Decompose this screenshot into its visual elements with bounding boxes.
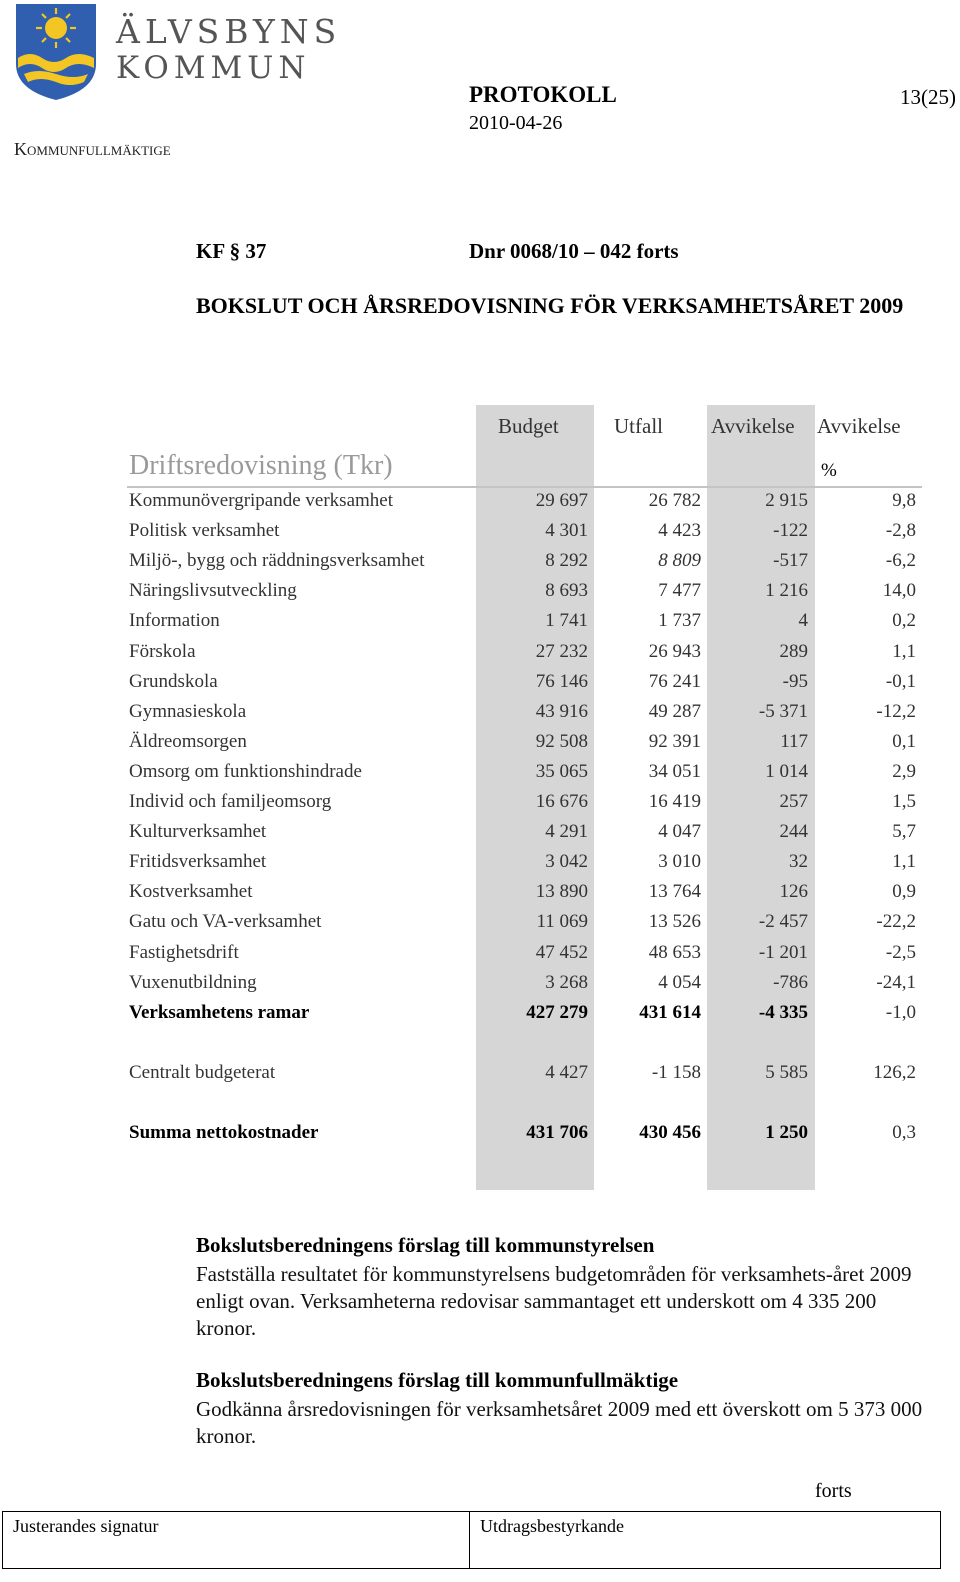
deviation-pct-cell: 14,0 (882, 580, 916, 602)
row-label: Information (129, 610, 220, 632)
budget-cell: 4 291 (545, 821, 588, 843)
budget-cell: 8 292 (545, 550, 588, 572)
budget-cell: 13 890 (535, 881, 588, 903)
table-row (0, 610, 960, 640)
col-header-budget: Budget (498, 414, 559, 438)
deviation-pct-cell: -0,1 (885, 670, 916, 692)
outcome-cell: 26 782 (648, 490, 701, 511)
deviation-cell: -517 (773, 550, 808, 572)
deviation-pct-cell: -2,8 (885, 520, 916, 542)
table-header-rule (127, 486, 922, 488)
outcome-cell: 34 051 (648, 760, 701, 782)
table-row (0, 671, 960, 701)
document-type: PROTOKOLL (469, 82, 617, 107)
deviation-cell: -5 371 (758, 700, 808, 722)
org-name-line2: KOMMUN (116, 50, 311, 86)
budget-cell: 43 916 (535, 700, 588, 722)
table-row (0, 580, 960, 610)
budget-cell: 431 706 (526, 1122, 588, 1143)
table-row (0, 761, 960, 791)
paragraph-number: KF § 37 (196, 239, 267, 263)
row-label: Omsorg om funktionshindrade (129, 760, 362, 782)
deviation-cell: -4 335 (758, 1001, 808, 1023)
row-label: Summa nettokostnader (129, 1122, 319, 1143)
deviation-pct-cell: 0,1 (892, 730, 916, 752)
budget-cell: 76 146 (535, 670, 588, 692)
budget-cell: 27 232 (535, 640, 588, 662)
outcome-cell: 8 809 (658, 550, 701, 572)
deviation-pct-cell: -1,0 (885, 1001, 916, 1023)
row-label: Vuxenutbildning (129, 971, 257, 993)
table-row (0, 881, 960, 911)
deviation-cell: 1 014 (765, 760, 808, 782)
row-label: Fastighetsdrift (129, 941, 239, 963)
case-number: Dnr 0068/10 – 042 forts (469, 239, 679, 263)
row-label: Kostverksamhet (129, 881, 253, 903)
org-name-line1: ÄLVSBYNS (116, 12, 342, 51)
certification-box (469, 1511, 941, 1569)
budget-cell: 47 452 (535, 941, 588, 963)
deviation-cell: -1 201 (758, 941, 808, 963)
deviation-pct-cell: -12,2 (876, 700, 916, 722)
deviation-pct-cell: 1,5 (892, 791, 916, 812)
deviation-cell: 1 216 (765, 580, 808, 602)
deviation-pct-cell: 0,9 (892, 881, 916, 903)
row-label: Gymnasieskola (129, 700, 247, 722)
certification-label: Utdragsbestyrkande (480, 1516, 624, 1536)
table-row (0, 520, 960, 550)
deviation-pct-cell: 1,1 (892, 640, 916, 662)
table-row (0, 851, 960, 881)
budget-cell: 4 427 (545, 1062, 588, 1083)
department-name: Kommunfullmäktige (14, 139, 171, 159)
outcome-cell: 3 010 (658, 851, 701, 873)
budget-cell: 8 693 (545, 580, 588, 602)
deviation-pct-cell: -2,5 (885, 941, 916, 963)
budget-cell: 427 279 (526, 1001, 588, 1023)
deviation-cell: 117 (780, 730, 808, 752)
row-label: Äldreomsorgen (129, 730, 247, 752)
table-row (0, 791, 960, 821)
deviation-cell: 257 (779, 791, 808, 812)
budget-cell: 92 508 (535, 730, 588, 752)
budget-cell: 4 301 (545, 520, 588, 542)
municipality-logo (14, 2, 98, 102)
deviation-pct-cell: 9,8 (892, 490, 916, 511)
row-label: Förskola (129, 640, 196, 662)
budget-cell: 35 065 (535, 760, 588, 782)
col-header-deviation: Avvikelse (711, 414, 795, 438)
deviation-cell: 244 (779, 821, 808, 843)
deviation-cell: -122 (773, 520, 808, 542)
outcome-cell: 4 054 (658, 971, 701, 993)
row-label: Miljö-, bygg och räddningsverksamhet (129, 550, 425, 572)
deviation-cell: 126 (779, 881, 808, 903)
deviation-cell: 1 250 (765, 1122, 808, 1143)
outcome-cell: 431 614 (639, 1001, 701, 1023)
document-date: 2010-04-26 (469, 112, 563, 134)
row-label: Grundskola (129, 670, 218, 692)
proposal-ks-body: Fastställa resultatet för kommunstyrelsens budgetområden för verksamhets-året 2009 enligt ovan. Verksamheterna redovisar sammantaget ett underskott om 4 335 200 kronor. (196, 1262, 912, 1340)
table-row (0, 550, 960, 580)
row-label: Kulturverksamhet (129, 821, 267, 843)
deviation-pct-cell: 126,2 (873, 1062, 916, 1083)
row-label: Gatu och VA-verksamhet (129, 911, 322, 933)
outcome-cell: 13 764 (648, 881, 701, 903)
outcome-cell: 4 047 (658, 821, 701, 843)
row-label: Centralt budgeterat (129, 1062, 276, 1083)
deviation-pct-cell: 0,2 (892, 610, 916, 632)
budget-cell: 1 741 (545, 610, 588, 632)
table-row (0, 942, 960, 972)
table-row (0, 731, 960, 761)
budget-cell: 16 676 (535, 791, 588, 812)
deviation-pct-cell: -6,2 (885, 550, 916, 572)
deviation-pct-cell: 1,1 (892, 851, 916, 873)
deviation-cell: 4 (798, 610, 808, 632)
table-row (0, 1062, 960, 1092)
outcome-cell: 4 423 (658, 520, 701, 542)
section-heading: BOKSLUT OCH ÅRSREDOVISNING FÖR VERKSAMHETSÅRET 2009 (196, 293, 904, 318)
table-row (0, 1122, 960, 1152)
outcome-cell: 430 456 (639, 1122, 701, 1143)
outcome-cell: 1 737 (658, 610, 701, 632)
deviation-pct-cell: 0,3 (892, 1122, 916, 1143)
pct-unit: % (821, 460, 837, 481)
deviation-pct-cell: 5,7 (892, 821, 916, 843)
deviation-pct-cell: -22,2 (876, 911, 916, 933)
deviation-cell: -786 (773, 971, 808, 993)
proposal-ks-heading: Bokslutsberedningens förslag till kommunstyrelsen (196, 1233, 655, 1257)
outcome-cell: 16 419 (648, 791, 701, 812)
outcome-cell: 76 241 (648, 670, 701, 692)
table-row (0, 821, 960, 851)
table-row (0, 911, 960, 941)
deviation-cell: -2 457 (758, 911, 808, 933)
row-label: Näringslivsutveckling (129, 580, 297, 602)
deviation-pct-cell: 2,9 (892, 760, 916, 782)
row-label: Verksamhetens ramar (129, 1001, 310, 1023)
outcome-cell: -1 158 (651, 1062, 701, 1083)
table-row (0, 701, 960, 731)
row-label: Individ och familjeomsorg (129, 791, 332, 812)
outcome-cell: 7 477 (658, 580, 701, 602)
col-header-outcome: Utfall (614, 414, 663, 438)
outcome-cell: 49 287 (648, 700, 701, 722)
deviation-cell: -95 (782, 670, 808, 692)
deviation-cell: 2 915 (765, 490, 808, 511)
budget-cell: 11 069 (536, 911, 588, 933)
deviation-pct-cell: -24,1 (876, 971, 916, 993)
table-title: Driftsredovisning (Tkr) (129, 450, 393, 481)
table-row (0, 641, 960, 671)
deviation-cell: 32 (789, 851, 808, 873)
row-label: Fritidsverksamhet (129, 851, 267, 873)
signature-box (2, 1511, 470, 1569)
outcome-cell: 13 526 (648, 911, 701, 933)
page-number: 13(25) (900, 85, 956, 109)
row-label: Kommunövergripande verksamhet (129, 490, 393, 511)
continued-label: forts (815, 1480, 852, 1502)
proposal-kf-body: Godkänna årsredovisningen för verksamhetsåret 2009 med ett överskott om 5 373 000 kronor. (196, 1397, 923, 1448)
proposal-kf-heading: Bokslutsberedningens förslag till kommunfullmäktige (196, 1368, 679, 1392)
budget-cell: 29 697 (535, 490, 588, 511)
col-header-deviation-pct: Avvikelse (817, 414, 901, 438)
budget-cell: 3 268 (545, 971, 588, 993)
deviation-cell: 5 585 (765, 1062, 808, 1083)
table-row (0, 1002, 960, 1032)
table-row (0, 490, 960, 520)
signature-label: Justerandes signatur (13, 1516, 159, 1536)
outcome-cell: 26 943 (648, 640, 701, 662)
outcome-cell: 92 391 (648, 730, 701, 752)
outcome-cell: 48 653 (648, 941, 701, 963)
table-row (0, 972, 960, 1002)
budget-cell: 3 042 (545, 851, 588, 873)
row-label: Politisk verksamhet (129, 520, 280, 542)
deviation-cell: 289 (779, 640, 808, 662)
